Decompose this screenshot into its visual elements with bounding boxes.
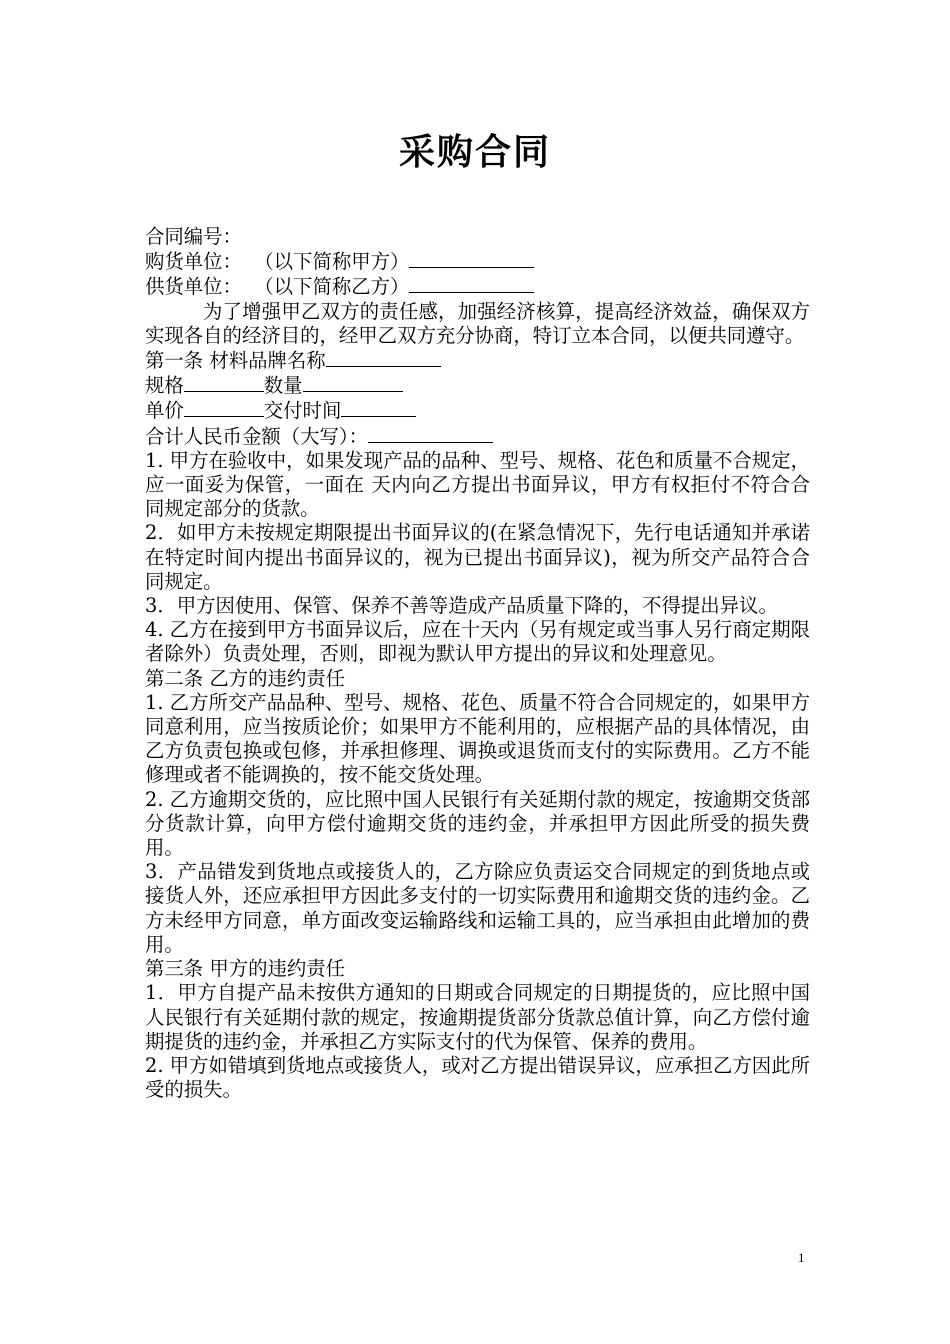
article1-heading-line xyxy=(145,348,810,373)
price-blank xyxy=(184,398,264,417)
delivery-blank xyxy=(341,398,416,417)
spec-blank xyxy=(184,373,264,392)
article2-heading: 第二条 乙方的违约责任 xyxy=(145,666,346,690)
article2-item: 2. 乙方逾期交货的，应比照中国人民银行有关延期付款的规定，按逾期交货部分货款计算，向甲方偿付逾期交货的违约金，并承担甲方因此所受的损失费用。 xyxy=(145,787,810,860)
seller-line xyxy=(145,274,810,299)
article3-item: 2. 甲方如错填到货地点或接货人，或对乙方提出错误异议，应承担乙方因此所受的损失。 xyxy=(145,1053,810,1102)
article1-item: 2．如甲方未按规定期限提出书面异议的(在紧急情况下，先行电话通知并承诺在特定时间内提出书面异议的，视为已提出书面异议)，视为所交产品符合合同规定。 xyxy=(145,521,810,593)
article2-item: 3．产品错发到货地点或接货人的，乙方除应负责运交合同规定的到货地点或接货人外，还应承担甲方因此多支付的一切实际费用和逾期交货的违约金。乙方未经甲方同意，单方面改变运输路线和运输工具的，应当承担由此增加的费用。 xyxy=(145,860,810,956)
spec-qty-line xyxy=(145,373,810,398)
qty-blank xyxy=(303,373,403,392)
total-line xyxy=(145,424,810,449)
article3-heading: 第三条 甲方的违约责任 xyxy=(145,957,346,981)
spec-label: 规格 xyxy=(145,374,184,398)
seller-blank xyxy=(409,274,534,293)
article3-item: 1．甲方自提产品未按供方通知的日期或合同规定的日期提货的，应比照中国人民银行有关延期付款的规定，按逾期提货部分货款总值计算，向乙方偿付逾期提货的违约金，并承担乙方实际支付的代为保管、保养的费用。 xyxy=(145,981,810,1053)
intro-paragraph: 为了增强甲乙双方的责任感，加强经济核算，提高经济效益，确保双方实现各自的经济目的，经甲乙双方充分协商，特订立本合同，以便共同遵守。 xyxy=(145,299,810,347)
article1-heading: 第一条 材料品牌名称 xyxy=(145,349,326,373)
article1-item: 4. 乙方在接到甲方书面异议后，应在十天内（另有规定或当事人另行商定期限者除外）负责处理，否则，即视为默认甲方提出的异议和处理意见。 xyxy=(145,618,810,666)
document-title: 采购合同 xyxy=(398,131,551,173)
qty-label: 数量 xyxy=(263,374,303,398)
page-number: 1 xyxy=(798,1250,805,1265)
price-label: 单价 xyxy=(145,399,184,423)
contract-body xyxy=(145,225,810,1102)
brand-blank xyxy=(326,348,441,367)
delivery-label: 交付时间 xyxy=(263,399,342,423)
buyer-blank xyxy=(409,249,534,268)
contract-number-label: 合同编号： xyxy=(145,225,242,248)
buyer-label: 购货单位： （以下简称甲方） xyxy=(145,250,410,274)
seller-label: 供货单位： （以下简称乙方） xyxy=(145,275,410,299)
price-delivery-line xyxy=(145,398,810,423)
total-blank xyxy=(368,424,493,443)
article1-item: 3．甲方因使用、保管、保养不善等造成产品质量下降的，不得提出异议。 xyxy=(145,594,778,618)
article2-item: 1. 乙方所交产品品种、型号、规格、花色、质量不符合合同规定的，如果甲方同意利用，应当按质论价；如果甲方不能利用的，应根据产品的具体情况，由乙方负责包换或包修，并承担修理、调换或退货而支付的实际费用。乙方不能修理或者不能调换的，按不能交货处理。 xyxy=(145,690,810,787)
article1-item: 1. 甲方在验收中，如果发现产品的品种、型号、规格、花色和质量不合规定，应一面妥为保管，一面在 天内向乙方提出书面异议，甲方有权拒付不符合合同规定部分的货款。 xyxy=(145,448,810,521)
buyer-line xyxy=(145,249,810,274)
total-label: 合计人民币金额（大写）： xyxy=(145,424,368,448)
contract-number-line xyxy=(145,225,810,249)
